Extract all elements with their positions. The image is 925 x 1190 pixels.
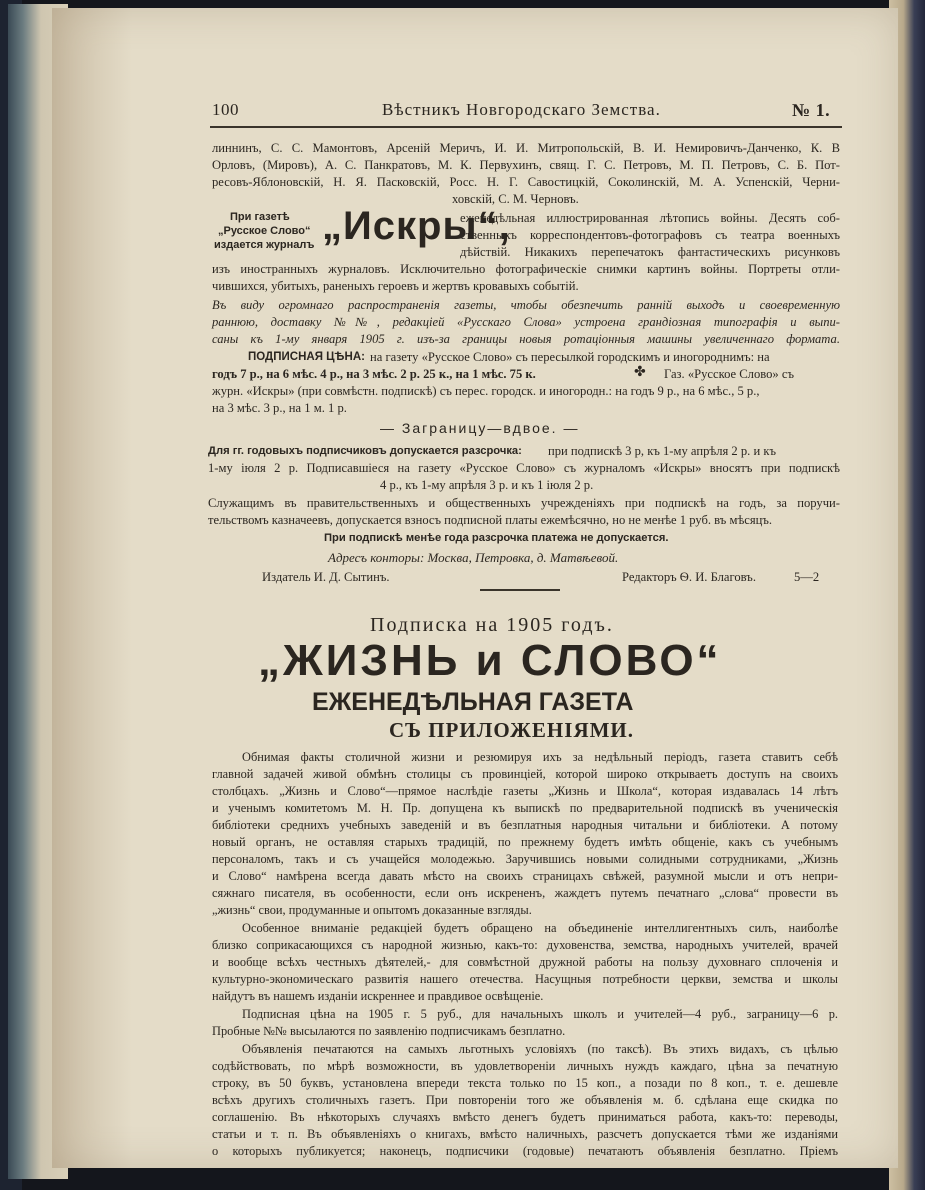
section-divider [480,589,560,591]
para-line: персоналомъ, такъ и съ учащейся молодежью. Заручившись новыми солидными сотрудниками, „Жизнь [212,852,838,866]
para-line: соглашенію. Въ нѣкоторыхъ случаяхъ вмѣсто денегъ будетъ приниматься работа, какъ-то: переводы, [212,1110,838,1124]
header-rule [210,126,842,128]
installment-line: при подпискѣ 3 р, къ 1-му апрѣля 2 р. и къ [548,444,776,458]
editor-name: Редакторъ Ѳ. И. Благовъ. [622,570,756,584]
office-address: Адресъ конторы: Москва, Петровка, д. Матвѣевой. [328,550,619,565]
iskry-brand: „Искры“, [322,204,511,248]
officials-line: тельствомъ казначеевъ, допускается взносъ подписной платы ежемѣсячно, но не менѣе 1 руб. въ мѣсяцъ. [208,513,773,527]
description-line: дѣйствій. Никакихъ перепечатокъ фантастическихъ рисунковъ [460,245,840,259]
para-line: статьи и т. п. Въ объявленіяхъ о книгахъ, вмѣсто наличныхъ, разсчетъ допускается тѣми же изданіями [212,1127,838,1141]
newspaper-subtitle: ЕЖЕНЕДѢЛЬНАЯ ГАЗЕТА [312,688,634,716]
publisher-note: „Русское Слово“ [218,225,311,237]
para-line: найдутъ въ нашемъ изданіи искреннее и правдивое освѣщеніе. [212,989,544,1003]
para-line: строку, въ 50 буквъ, установлена впереди текста только по 15 коп., а позади по 8 коп., т. е. дешевле [212,1076,838,1090]
para-line: о которыхъ публикуется; наконецъ, подписчики (годовые) печатаютъ объявленія безплатно. Пріемъ [212,1144,838,1158]
para-line: Подписная цѣна на 1905 г. 5 руб., для начальныхъ школъ и учителей—4 руб., заграницу—6 р. [242,1007,838,1021]
description-line: чившихся, убитыхъ, раненыхъ героевъ и жертвъ кровавыхъ событій. [212,279,579,293]
para-line: столбцахъ. „Жизнь и Слово“—прямое наслѣдіе газеты „Жизнь и Школа“, которая издавалась 14 лѣтъ [212,784,838,798]
installment-line: 1-му іюля 2 р. Подписавшіеся на газету «Русское Слово» съ журналомъ «Искры» вносятъ при подпискѣ [208,461,840,475]
ornament-icon: ✤ [634,365,646,380]
para-line: библіотеки среднихъ учебныхъ заведеній и въ безплатныя народныя читальни и библіотеки. А потому [212,818,838,832]
para-line: всѣхъ другихъ столичныхъ газетъ. При повтореніи того же объявленія м. б. сдѣлана еще скидка по [212,1093,838,1107]
price-line: Газ. «Русское Слово» съ [664,367,794,381]
para-line: Обнимая факты столичной жизни и резюмируя ихъ за недѣльный періодъ, газета ставитъ себѣ [242,750,838,764]
installment-label: Для гг. годовыхъ подписчиковъ допускается разсрочка: [208,445,522,457]
publisher-name: Издатель И. Д. Сытинъ. [262,570,390,584]
abroad-notice: — Заграницу—вдвое. — [380,420,580,436]
intro-line: линнинъ, С. С. Мамонтовъ, Арсеній Меричъ, И. И. Митропольскій, В. И. Немировичъ-Данченко, К. В [212,141,840,155]
price-line: на 3 мѣс. 3 р., на 1 м. 1 р. [212,401,347,415]
no-installment-notice: При подпискѣ менѣе года разсрочка платежа не допускается. [324,532,669,544]
publisher-note: При газетѣ [230,211,290,223]
para-line: культурно-экономическаго развитія нашего отечества. Насущныя потребности церкви, земства и школы [212,972,838,986]
para-line: содѣйствовать, по мѣрѣ возможности, въ удовлетвореніи личныхъ нуждъ каждаго, цѣна за печатную [212,1059,838,1073]
italic-notice-line: Въ виду огромнаго распространенія газеты, чтобы обезпечить раннiй выходъ и своевременную [212,298,840,312]
intro-line: ховскій, С. М. Черновъ. [452,192,579,206]
subscription-heading: Подписка на 1905 годъ. [370,614,614,636]
issue-number: № 1. [792,100,831,120]
para-line: главной задачей живой обмѣнъ столицы съ провинціей, которой широко открываетъ доступъ на своихъ [212,767,838,781]
printed-page [52,8,898,1168]
italic-notice-line: саны къ 1-му января 1905 г. изъ-за границы новыя ротаціонныя машины увеличеннаго формата. [212,332,840,346]
price-line: журн. «Искры» (при совмѣстн. подпискѣ) съ перес. городск. и иногородн.: на годъ 9 р., на 6 мѣс., 5 р., [212,384,760,398]
intro-line: ресовъ-Яблоновскій, Н. Я. Пасковскій, Росс. Н. Г. Савостицкій, Соколинскій, М. А. Успенскій, Черни- [212,175,840,189]
para-line: Пробные №№ высылаются по заявленію подписчикамъ безплатно. [212,1024,566,1038]
journal-title: Вѣстникъ Новгородскаго Земства. [382,100,661,119]
newspaper-subtitle-2: СЪ ПРИЛОЖЕНІЯМИ. [389,718,635,742]
installment-line: 4 р., къ 1-му апрѣля 3 р. и къ 1 іюля 2 р. [380,478,594,492]
page-number: 100 [212,100,239,119]
publisher-note: издается журналъ [214,239,315,251]
description-line: еженедѣльная иллюстрированная лѣтопись войны. Десять соб- [460,211,840,225]
para-line: близко соприкасающихся съ народной жизнью, какъ-то: духовенства, земства, народныхъ учителей, врачей [212,938,838,952]
para-line: и ученымъ комитетомъ М. Н. Пр. допущена къ выпискѣ по предварительной подпискѣ въ ученическія [212,801,838,815]
italic-notice-line: раннюю, доставку №№, редакцiей «Русскаго Слова» устроена грандіозная типографія и выпи- [212,315,840,329]
price-label: ПОДПИСНАЯ ЦѢНА: [248,351,365,363]
description-line: ственныхъ корреспондентовъ-фотографовъ съ театра военныхъ [460,228,840,242]
para-line: новый органъ, не оставляя старыхъ традицій, по прежнему будетъ имѣть общеніе, какъ съ учебнымъ [212,835,838,849]
para-line: сяжнаго писателя, въ особенности, если онъ искрененъ, жаждетъ путемъ печатнаго „слова“ провести въ [212,886,838,900]
para-line: Объявленія печатаются на самыхъ льготныхъ условіяхъ (по таксѣ). Въ этихъ видахъ, съ цѣлью [242,1042,838,1056]
para-line: „жизнь“ свои, продуманные и опытомъ доказанные взгляды. [212,903,532,917]
intro-line: Орловъ, (Мировъ), А. С. Панкратовъ, М. К. Первухинъ, свящ. Г. С. Петровъ, М. П. Петровъ, С. Б. Пот- [212,158,840,172]
price-line: годъ 7 р., на 6 мѣс. 4 р., на 3 мѣс. 2 р. 25 к., на 1 мѣс. 75 к. [212,367,536,381]
officials-line: Служащимъ въ правительственныхъ и общественныхъ учрежденіяхъ при подпискѣ на годъ, за поручи- [208,496,840,510]
para-line: и вообще всѣхъ честныхъ дѣятелей,- для совмѣстной дружной работы на пользу духовнаго сплоченія и [212,955,838,969]
description-line: изъ иностранныхъ журналовъ. Исключительно фотографическіе снимки картинъ войны. Портреты отли- [212,262,840,276]
price-line: на газету «Русское Слово» съ пересылкой городскимъ и иногороднимъ: на [370,350,770,364]
para-line: и Слово“ намѣрена всегда давать мѣсто на своихъ страницахъ свѣжей, разумной мысли и отъ непри- [212,869,838,883]
insertion-mark: 5—2 [794,570,820,584]
newspaper-title: „ЖИЗНЬ и СЛОВО“ [258,636,722,685]
para-line: Особенное вниманіе редакціей будетъ обращено на объединеніе интеллигентныхъ силъ, наиболѣе [242,921,838,935]
